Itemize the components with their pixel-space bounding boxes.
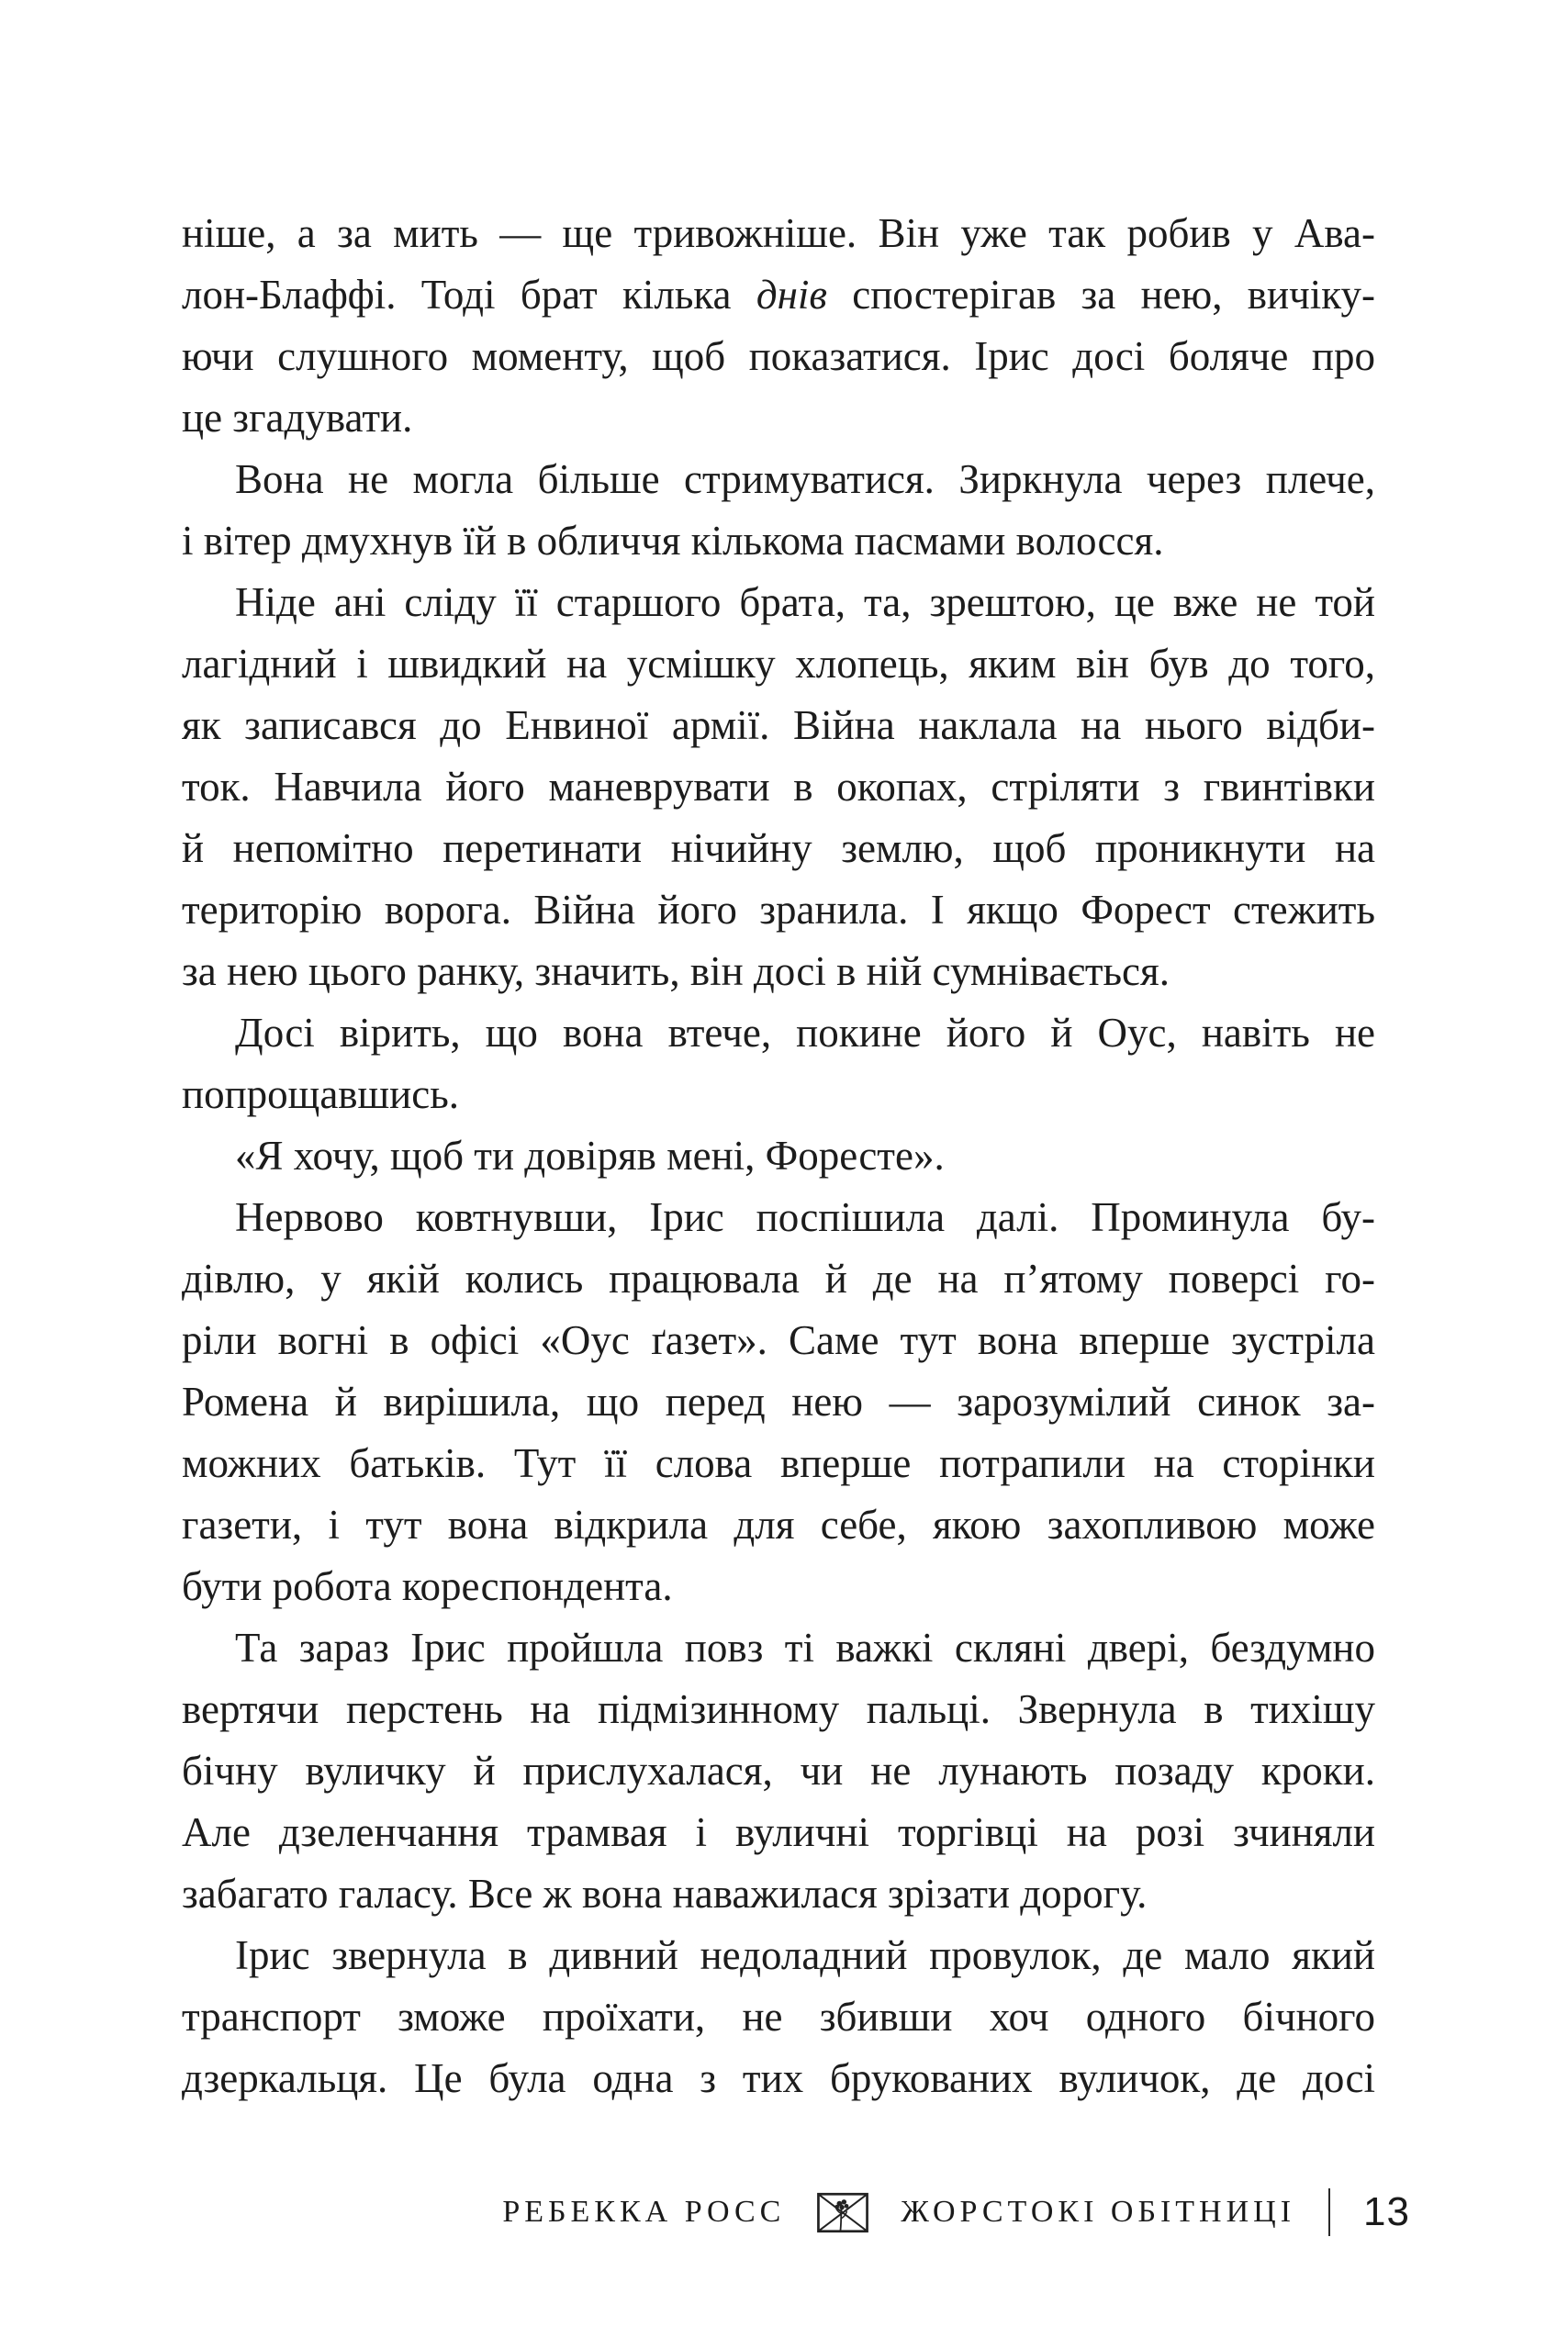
body-line: попрощавшись. (182, 1071, 460, 1117)
body-line: як записався до Енвиної армії. Війна наклала на нього відби- (182, 702, 1375, 748)
envelope-with-sprig-icon (816, 2192, 869, 2233)
body-line: Вона не могла більше стримуватися. Зиркнула через плече, (235, 456, 1375, 502)
body-line: Ромена й вирішила, що перед нею — зарозумілий синок за- (182, 1379, 1375, 1425)
body-line: територію ворога. Війна його зранила. І якщо Форест стежить (182, 887, 1375, 933)
footer-book-title: ЖОРСТОКІ ОБІТНИЦІ (901, 2195, 1296, 2229)
body-line-segment: спостерігав за нею, вичіку- (826, 272, 1375, 318)
body-line: лагідний і швидкий на усмішку хлопець, яким він був до того, (182, 641, 1375, 687)
body-line: забагато галасу. Все ж вона наважилася зрізати дорогу. (182, 1871, 1148, 1917)
body-line (182, 264, 1375, 326)
footer-divider (1328, 2188, 1330, 2236)
body-line: Але дзеленчання трамвая і вуличні торгівці на розі зчиняли (182, 1809, 1375, 1855)
body-line: бічну вуличку й прислухалася, чи не лунають позаду кроки. (182, 1748, 1375, 1794)
body-line: й непомітно перетинати нічийну землю, щоб проникнути на (182, 825, 1375, 871)
body-line: Ірис звернула в дивний недоладний провулок, де мало який (235, 1932, 1375, 1978)
body-line: транспорт зможе проїхати, не збивши хоч одного бічного (182, 1994, 1375, 2040)
body-line: вертячи перстень на підмізинному пальці. Звернула в тихішу (182, 1686, 1375, 1732)
body-line: можних батьків. Тут її слова вперше потрапили на сторінки (182, 1440, 1375, 1486)
body-line-segment: лон-Блаффі. Тоді брат кілька (182, 272, 756, 318)
page-text (182, 203, 1375, 2109)
footer-author: РЕБЕККА РОСС (502, 2195, 786, 2229)
body-line: це згадувати. (182, 395, 413, 441)
body-line: Досі вірить, що вона втече, покине його й Оус, навіть не (235, 1010, 1375, 1056)
body-line: Ніде ані сліду її старшого брата, та, зрештою, це вже не той (235, 579, 1375, 625)
body-line: дзеркальця. Це була одна з тих брукованих вуличок, де досі (182, 2055, 1375, 2101)
body-line: бути робота кореспондента. (182, 1563, 673, 1609)
body-line: ніше, а за мить — ще тривожніше. Він уже так робив у Ава- (182, 210, 1375, 256)
body-line: газети, і тут вона відкрила для себе, якою захопливою може (182, 1502, 1375, 1548)
body-line: ток. Навчила його маневрувати в окопах, стріляти з гвинтівки (182, 764, 1375, 810)
body-line: Нервово ковтнувши, Ірис поспішила далі. Проминула бу- (235, 1194, 1375, 1240)
body-line: ріли вогні в офісі «Оус ґазет». Саме тут вона вперше зустріла (182, 1317, 1375, 1363)
body-line: «Я хочу, щоб ти довіряв мені, Форесте». (235, 1133, 945, 1179)
body-line: Та зараз Ірис пройшла повз ті важкі скляні двері, бездумно (235, 1625, 1375, 1671)
body-line: дівлю, у якій колись працювала й де на п’ятому поверсі го- (182, 1256, 1375, 1302)
body-line: і вітер дмухнув їй в обличчя кількома пасмами волосся. (182, 518, 1164, 564)
page-number: 13 (1363, 2189, 1410, 2234)
body-line: ючи слушного моменту, щоб показатися. Ірис досі боляче про (182, 333, 1375, 379)
page-footer (502, 2188, 1410, 2236)
body-line-italic-segment: днів (756, 272, 827, 318)
body-line: за нею цього ранку, значить, він досі в ній сумнівається. (182, 948, 1170, 994)
